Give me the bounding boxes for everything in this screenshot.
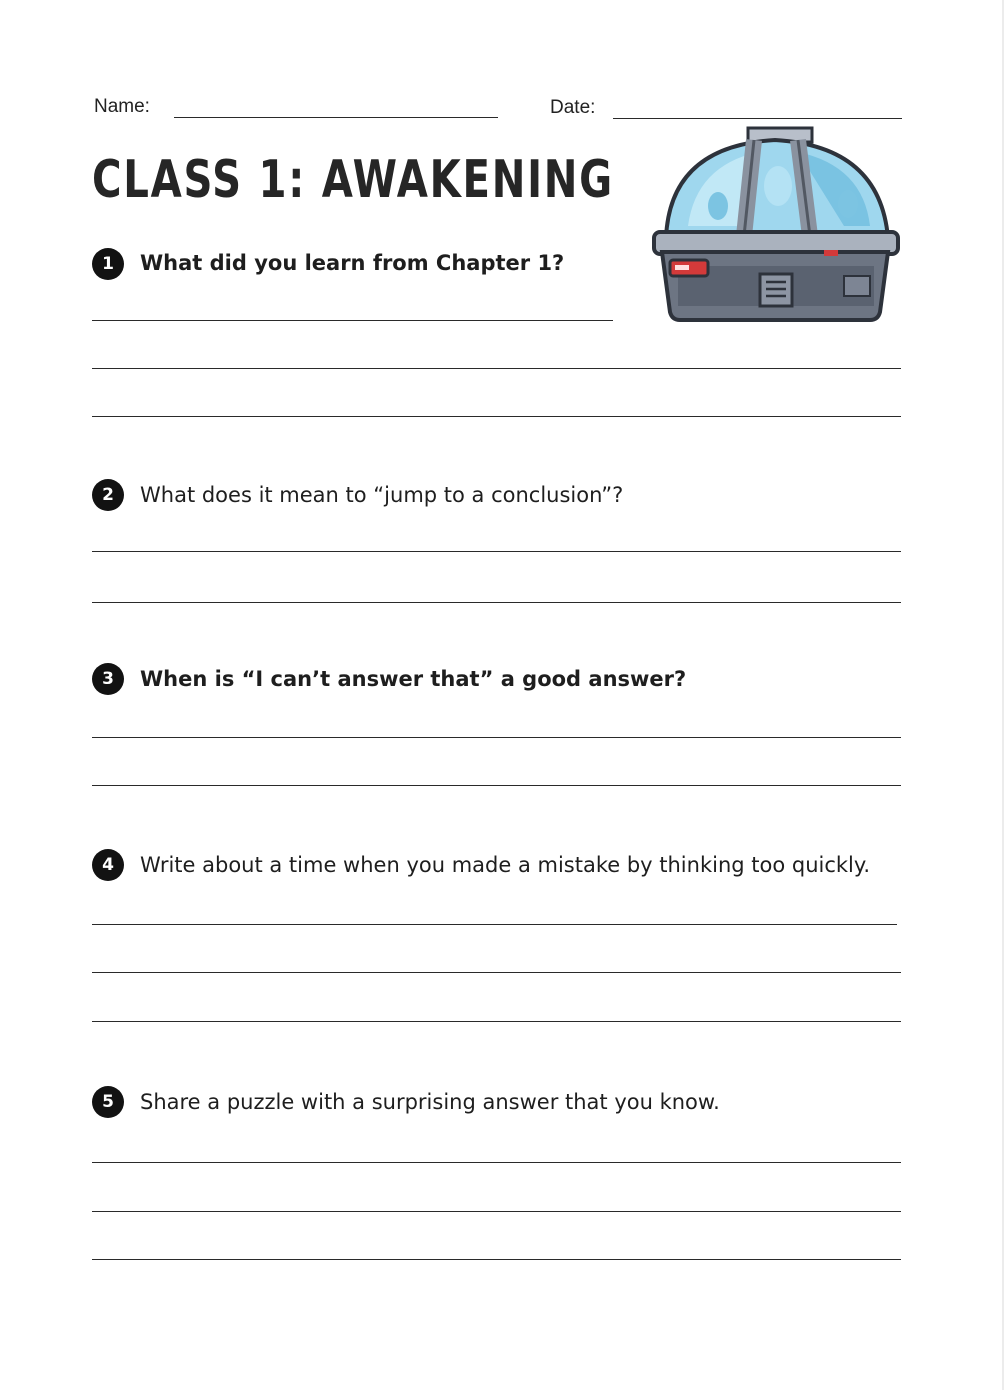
cryo-pod-icon [648,126,902,324]
answer-line[interactable] [92,320,613,321]
question-number-badge: 1 [92,248,124,280]
question-number-badge: 2 [92,479,124,511]
question-1-text: What did you learn from Chapter 1? [140,251,565,275]
question-number-badge: 4 [92,849,124,881]
answer-line[interactable] [92,1259,901,1260]
answer-line[interactable] [92,416,901,417]
answer-line[interactable] [92,785,901,786]
question-5-text: Share a puzzle with a surprising answer that you know. [140,1090,720,1114]
name-label: Name: [94,96,150,117]
answer-line[interactable] [92,551,901,552]
answer-line[interactable] [92,737,901,738]
date-field-line[interactable] [613,118,902,119]
date-label: Date: [550,97,596,118]
answer-line[interactable] [92,924,897,925]
question-number-badge: 5 [92,1086,124,1118]
answer-line[interactable] [92,1021,901,1022]
name-field-line[interactable] [174,117,498,118]
answer-line[interactable] [92,972,901,973]
question-number-badge: 3 [92,663,124,695]
answer-line[interactable] [92,602,901,603]
question-3-text: When is “I can’t answer that” a good answer? [140,667,687,691]
answer-line[interactable] [92,1162,901,1163]
answer-line[interactable] [92,1211,901,1212]
page-title: CLASS 1: AWAKENING [92,150,614,210]
answer-line[interactable] [92,368,901,369]
question-4-text: Write about a time when you made a mistake by thinking too quickly. [140,853,870,877]
question-2-text: What does it mean to “jump to a conclusion”? [140,483,624,507]
